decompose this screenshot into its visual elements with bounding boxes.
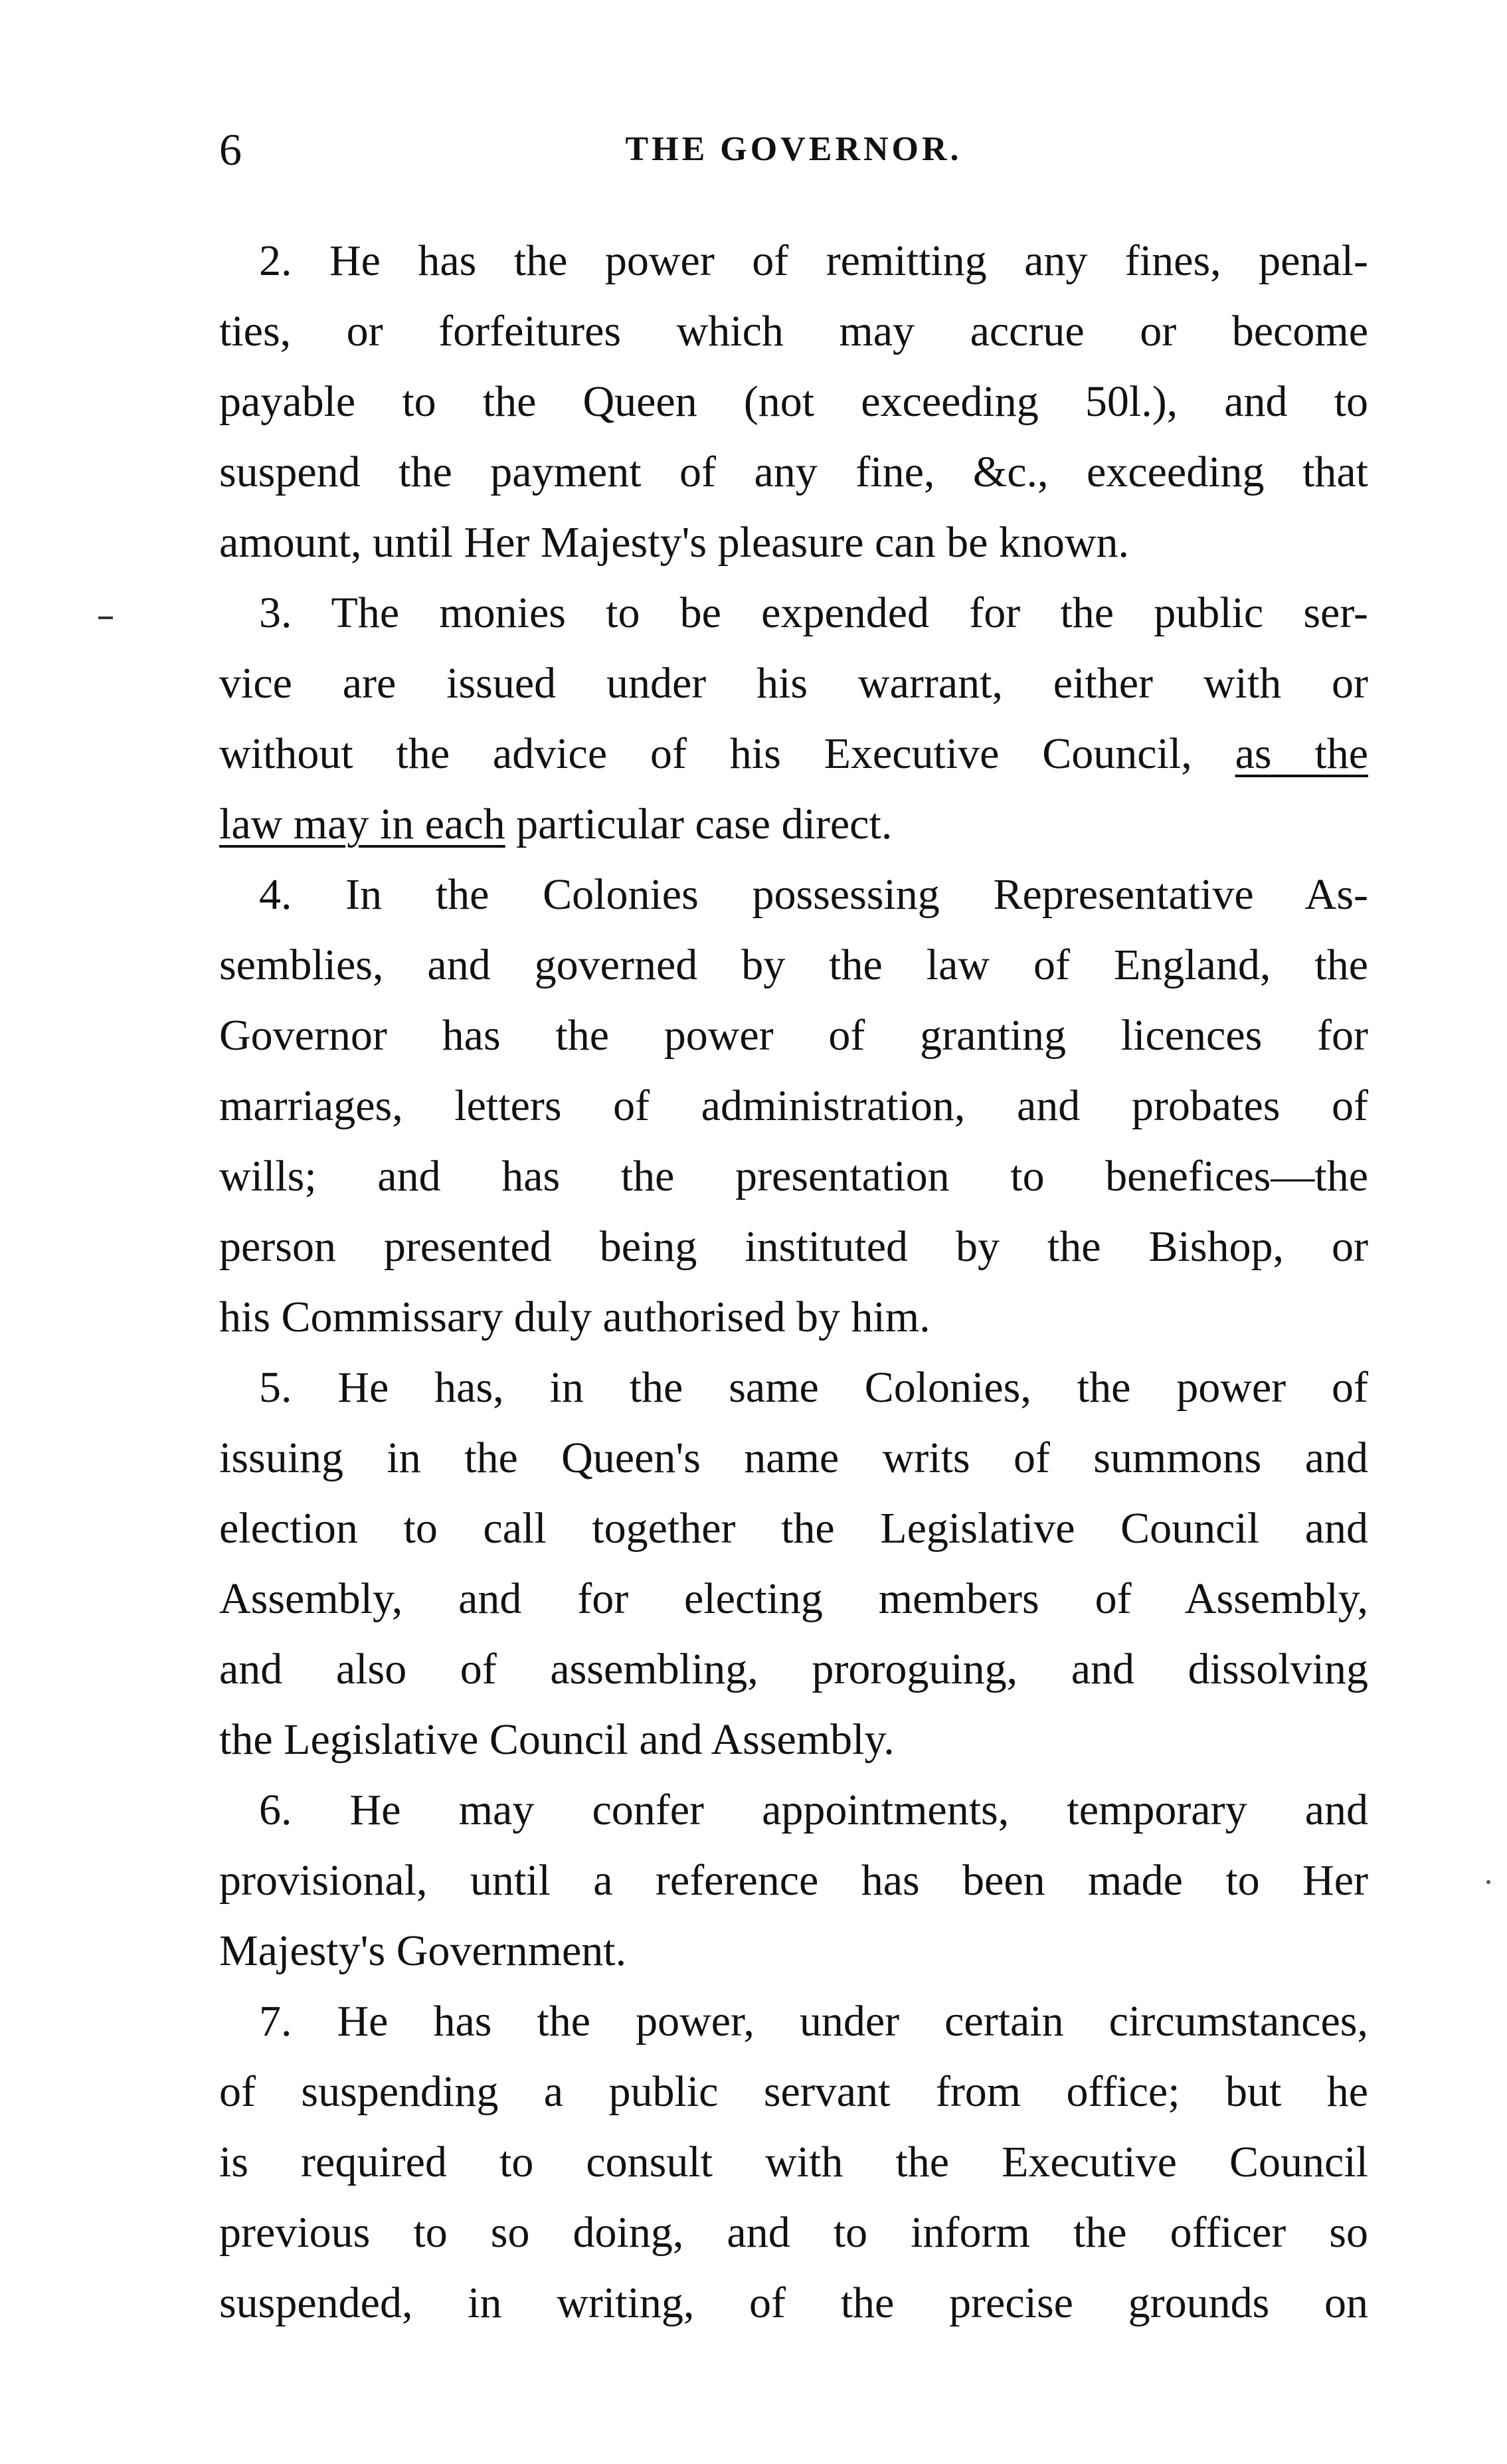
text-line: and also of assembling, proroguing, and dissolving — [219, 1645, 1368, 1693]
text-line: Governor has the power of granting licences for — [219, 1011, 1368, 1060]
text-line: issuing in the Queen's name writs of summons and — [219, 1434, 1368, 1482]
text-run: particular case direct. — [505, 800, 893, 848]
text-line: Assembly, and for electing members of Assembly, — [219, 1574, 1368, 1623]
text-line: the Legislative Council and Assembly. — [219, 1715, 895, 1764]
paragraph-6 — [219, 1775, 1368, 1986]
text-line: 4. In the Colonies possessing Representative As- — [259, 870, 1368, 919]
page-header — [219, 120, 1368, 179]
text-line: is required to consult with the Executive Council — [219, 2138, 1368, 2186]
text-line: 5. He has, in the same Colonies, the power of — [259, 1363, 1368, 1412]
text-line-with-underline — [219, 789, 1368, 860]
paragraph-7 — [219, 1986, 1368, 2338]
text-line: his Commissary duly authorised by him. — [219, 1293, 931, 1341]
body-text — [219, 226, 1368, 2338]
text-line: semblies, and governed by the law of England, the — [219, 941, 1368, 989]
margin-speck — [1486, 1880, 1490, 1884]
text-line: of suspending a public servant from office; but he — [219, 2067, 1368, 2116]
text-line: vice are issued under his warrant, either with or — [219, 659, 1368, 708]
text-line: 7. He has the power, under certain circumstances, — [259, 1997, 1368, 2045]
text-line: Majesty's Government. — [219, 1927, 627, 1975]
text-line: wills; and has the presentation to benefices—the — [219, 1152, 1368, 1200]
text-line: ties, or forfeitures which may accrue or become — [219, 307, 1368, 355]
text-line: person presented being instituted by the Bishop, or — [219, 1222, 1368, 1271]
text-line-with-underline — [219, 719, 1368, 789]
paragraph-4 — [219, 860, 1368, 1353]
paragraph-2 — [219, 226, 1368, 578]
paragraph-3 — [219, 578, 1368, 860]
text-line: amount, until Her Majesty's pleasure can be known. — [219, 518, 1130, 567]
underlined-phrase: law may in each — [219, 800, 505, 848]
text-line: previous to so doing, and to inform the officer so — [219, 2208, 1368, 2257]
page-number: 6 — [219, 124, 242, 175]
paragraph-5 — [219, 1353, 1368, 1775]
text-line: 2. He has the power of remitting any fines, penal- — [259, 237, 1368, 285]
text-line: suspended, in writing, of the precise grounds on — [219, 2279, 1368, 2327]
text-line: 3. The monies to be expended for the public ser- — [259, 589, 1368, 637]
text-line: 6. He may confer appointments, temporary and — [259, 1786, 1368, 1834]
text-line: suspend the payment of any fine, &c., exceeding that — [219, 448, 1368, 496]
margin-dash-mark — [98, 616, 113, 619]
underlined-phrase: as the — [1235, 729, 1368, 778]
text-line: marriages, letters of administration, and probates of — [219, 1082, 1368, 1130]
text-line: provisional, until a reference has been made to Her — [219, 1856, 1368, 1905]
text-line: election to call together the Legislative Council and — [219, 1504, 1368, 1553]
text-run: without the advice of his Executive Council, — [219, 729, 1192, 778]
text-line: payable to the Queen (not exceeding 50l.), and to — [219, 377, 1368, 426]
running-head: THE GOVERNOR. — [625, 130, 962, 168]
